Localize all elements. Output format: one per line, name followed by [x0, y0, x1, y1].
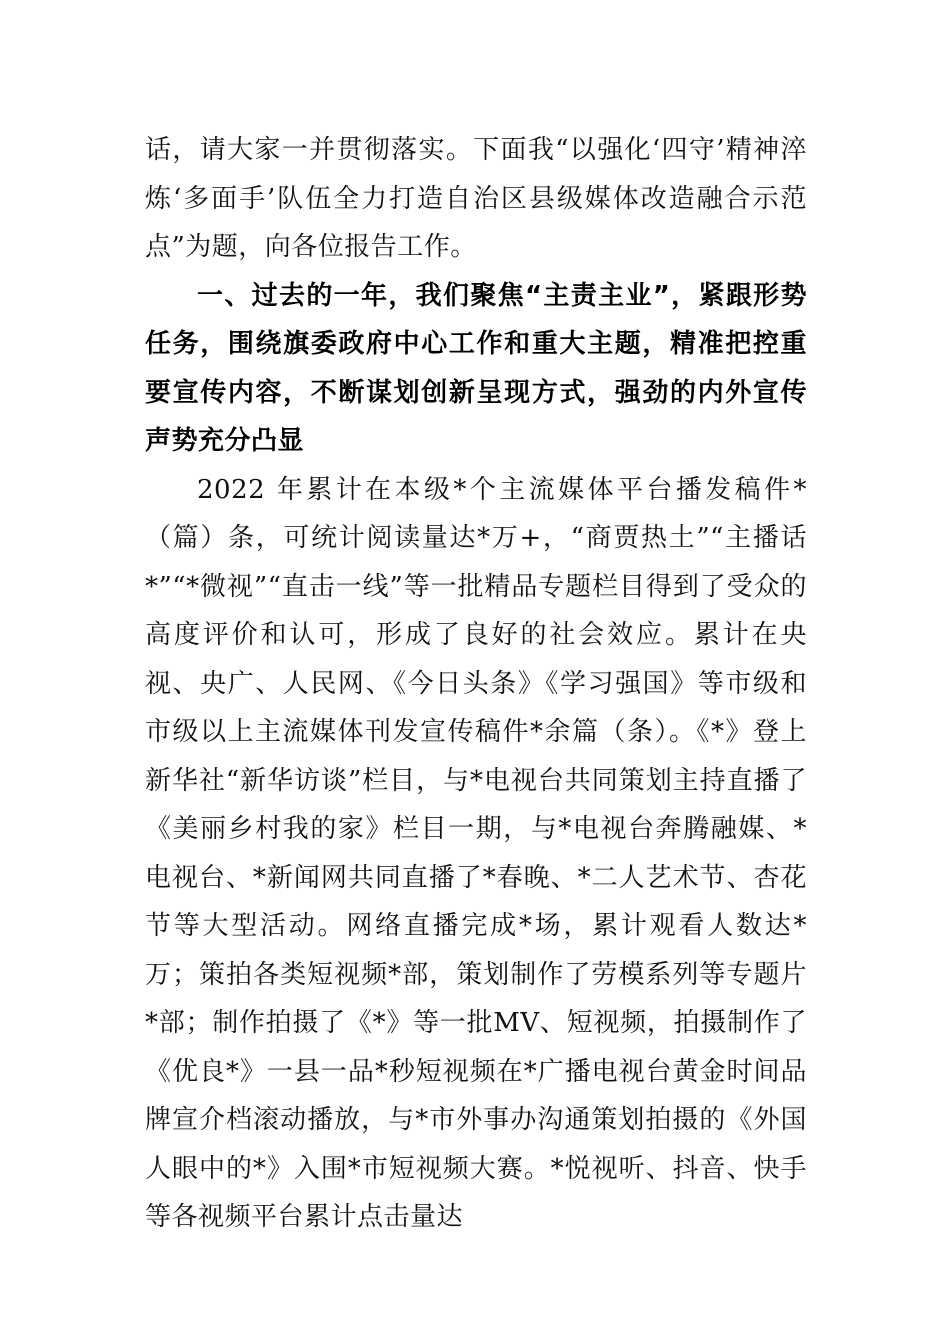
- paragraph-body-1: 2022 年累计在本级*个主流媒体平台播发稿件*（篇）条，可统计阅读量达*万+，“商贾热土”“主播话*”“*微视”“直击一线”等一批精品专题栏目得到了受众的高度评价和认可，形成了良好的社会效应。累计在央视、央广、人民网、《今日头条》《学习强国》等市级和市级以上主流媒体刊发宣传稿件*余篇（条）。《*》登上新华社“新华访谈”栏目，与*电视台共同策划主持直播了《美丽乡村我的家》栏目一期，与*电视台奔腾融媒、*电视台、*新闻网共同直播了*春晚、*二人艺术节、杏花节等大型活动。网络直播完成*场，累计观看人数达*万；策拍各类短视频*部，策划制作了劳模系列等专题片*部；制作拍摄了《*》等一批MV、短视频，拍摄制作了《优良*》一县一品*秒短视频在*广播电视台黄金时间品牌宣介档滚动播放，与*市外事办沟通策划拍摄的《外国人眼中的*》入围*市短视频大赛。*悦视听、抖音、快手等各视频平台累计点击量达: [145, 474, 807, 1232]
- section-heading-1: 一、过去的一年，我们聚焦“主责主业”，紧跟形势任务，围绕旗委政府中心工作和重大主题，精准把控重要宣传内容，不断谋划创新呈现方式，强劲的内外宣传声势充分凸显: [145, 280, 807, 456]
- paragraph-intro-continuation: 话，请大家一并贯彻落实。下面我“以强化‘四守’精神淬炼‘多面手’队伍全力打造自治区县级媒体改造融合示范点”为题，向各位报告工作。: [145, 135, 807, 262]
- document-page: [145, 126, 807, 1242]
